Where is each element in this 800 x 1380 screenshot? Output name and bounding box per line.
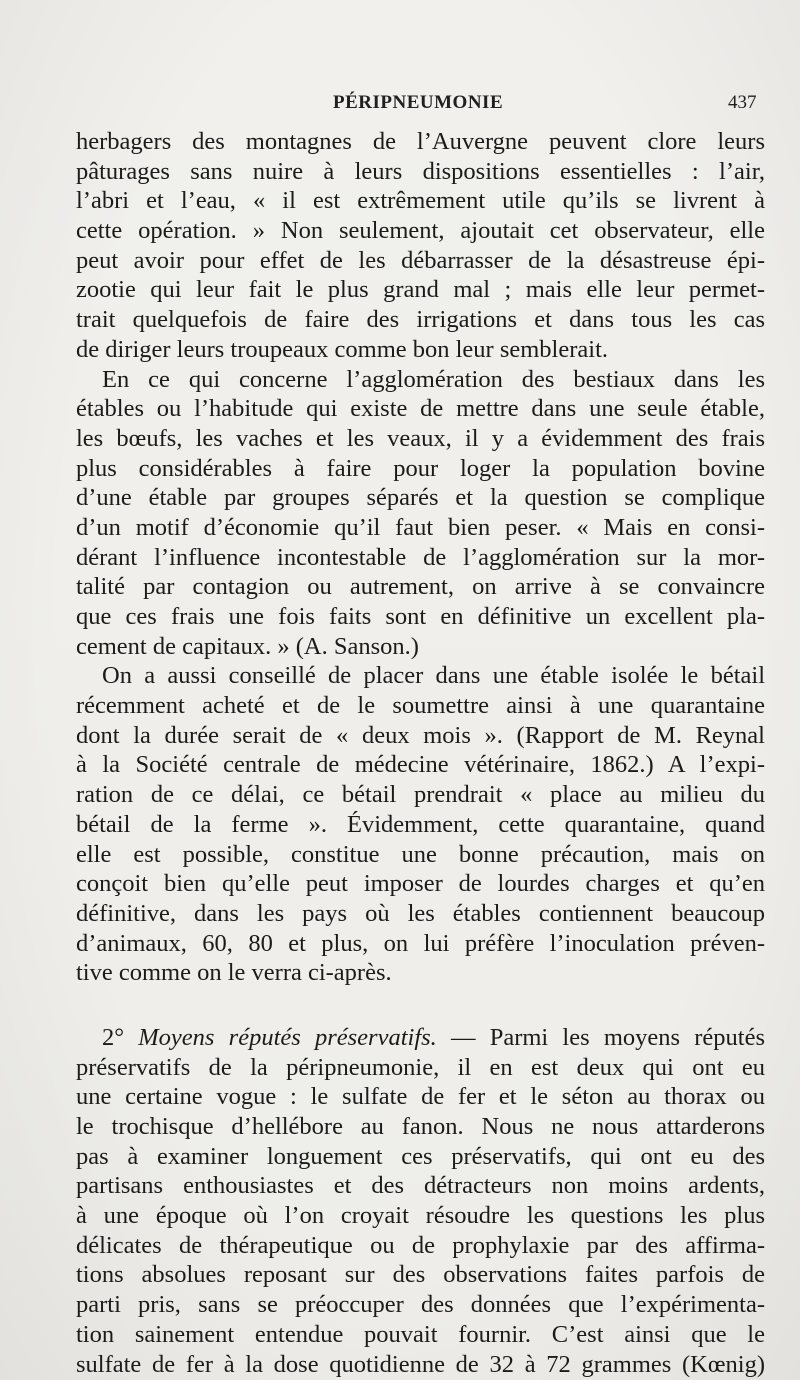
text-line: le trochisque d’hellébore au fanon. Nous ne nous attarderons — [76, 1113, 765, 1140]
text-line: elle est possible, constitue une bonne précaution, mais on — [76, 840, 765, 868]
text-line: conçoit bien qu’elle peut imposer de lourdes charges et qu’en — [76, 870, 765, 898]
text-line: talité par contagion ou autrement, on arrive à se convaincre — [76, 573, 765, 601]
text-line: parti pris, sans se préoccuper des données que l’expérimenta- — [76, 1291, 765, 1319]
section-heading-line — [76, 1023, 765, 1053]
section-heading: Moyens réputés préservatifs. — [138, 1023, 437, 1051]
text-line: tions absolues reposant sur des observations faites parfois de — [76, 1261, 765, 1289]
paragraph-3 — [76, 661, 765, 988]
text-line: bétail de la ferme ». Évidemment, cette quarantaine, quand — [76, 810, 765, 838]
text-line: On a aussi conseillé de placer dans une étable isolée le bétail — [102, 662, 765, 690]
text-line: à une époque où l’on croyait résoudre les questions les plus — [76, 1202, 765, 1230]
body-text — [76, 127, 765, 1379]
text-line: plus considérables à faire pour loger la population bovine — [76, 454, 765, 482]
text-line: cement de capitaux. » (A. Sanson.) — [76, 632, 419, 660]
section-first-line-text: Parmi les moyens réputés — [489, 1023, 765, 1051]
text-line: à la Société centrale de médecine vétérinaire, 1862.) A l’expi- — [76, 751, 765, 779]
paragraph-1 — [76, 127, 765, 365]
text-line: d’animaux, 60, 80 et plus, on lui préfère l’inoculation préven- — [76, 929, 765, 957]
text-line: partisans enthousiastes et des détracteurs non moins ardents, — [76, 1172, 765, 1200]
text-line: peut avoir pour effet de les débarrasser de la désastreuse épi- — [76, 246, 765, 274]
text-line: l’abri et l’eau, « il est extrêmement utile qu’ils se livrent à — [76, 187, 765, 215]
text-line: définitive, dans les pays où les étables contiennent beaucoup — [76, 899, 765, 927]
text-line: les bœufs, les vaches et les veaux, il y a évidemment des frais — [76, 424, 765, 452]
section-dash: — — [451, 1023, 476, 1051]
text-line: d’une étable par groupes séparés et la question se complique — [76, 484, 765, 512]
text-line: préservatifs de la péripneumonie, il en est deux qui ont eu — [76, 1053, 765, 1081]
text-line: de diriger leurs troupeaux comme bon leur semblerait. — [76, 335, 609, 363]
running-head — [0, 92, 800, 122]
section-preservatives — [76, 1023, 765, 1379]
paragraph-2 — [76, 365, 765, 662]
text-line: tion sainement entendue pouvait fournir. C’est ainsi que le — [76, 1320, 765, 1348]
page-number: 437 — [728, 92, 757, 113]
text-line: herbagers des montagnes de l’Auvergne peuvent clore leurs — [76, 128, 765, 155]
section-number: 2° — [102, 1023, 125, 1051]
text-line: pas à examiner longuement ces préservatifs, qui ont eu des — [76, 1142, 765, 1170]
text-line: tive comme on le verra ci-après. — [76, 959, 392, 987]
text-line: dérant l’influence incontestable de l’agglomération sur la mor- — [76, 543, 765, 571]
text-line: récemment acheté et de le soumettre ainsi à une quarantaine — [76, 692, 765, 720]
text-line: ration de ce délai, ce bétail prendrait « place au milieu du — [76, 781, 765, 809]
text-line: une certaine vogue : le sulfate de fer et le séton au thorax ou — [76, 1083, 765, 1111]
running-title: PÉRIPNEUMONIE — [333, 92, 504, 113]
text-line: cette opération. » Non seulement, ajoutait cet observateur, elle — [76, 217, 765, 245]
text-line: trait quelquefois de faire des irrigations et dans tous les cas — [76, 306, 765, 334]
text-line: pâturages sans nuire à leurs dispositions essentielles : l’air, — [76, 157, 765, 185]
text-line: délicates de thérapeutique ou de prophylaxie par des affirma- — [76, 1231, 765, 1259]
text-line: étables ou l’habitude qui existe de mettre dans une seule étable, — [76, 395, 765, 423]
section-spacer — [76, 988, 765, 1023]
text-line: que ces frais une fois faits sont en définitive un excellent pla- — [76, 603, 765, 630]
text-line: dont la durée serait de « deux mois ». (Rapport de M. Reynal — [76, 721, 765, 749]
text-line: En ce qui concerne l’agglomération des bestiaux dans les — [102, 365, 765, 393]
text-line: d’un motif d’économie qu’il faut bien peser. « Mais en consi- — [76, 513, 765, 541]
text-line: sulfate de fer à la dose quotidienne de 32 à 72 grammes (Kœnig) — [76, 1350, 765, 1378]
text-line: zootie qui leur fait le plus grand mal ; mais elle leur permet- — [76, 276, 765, 304]
